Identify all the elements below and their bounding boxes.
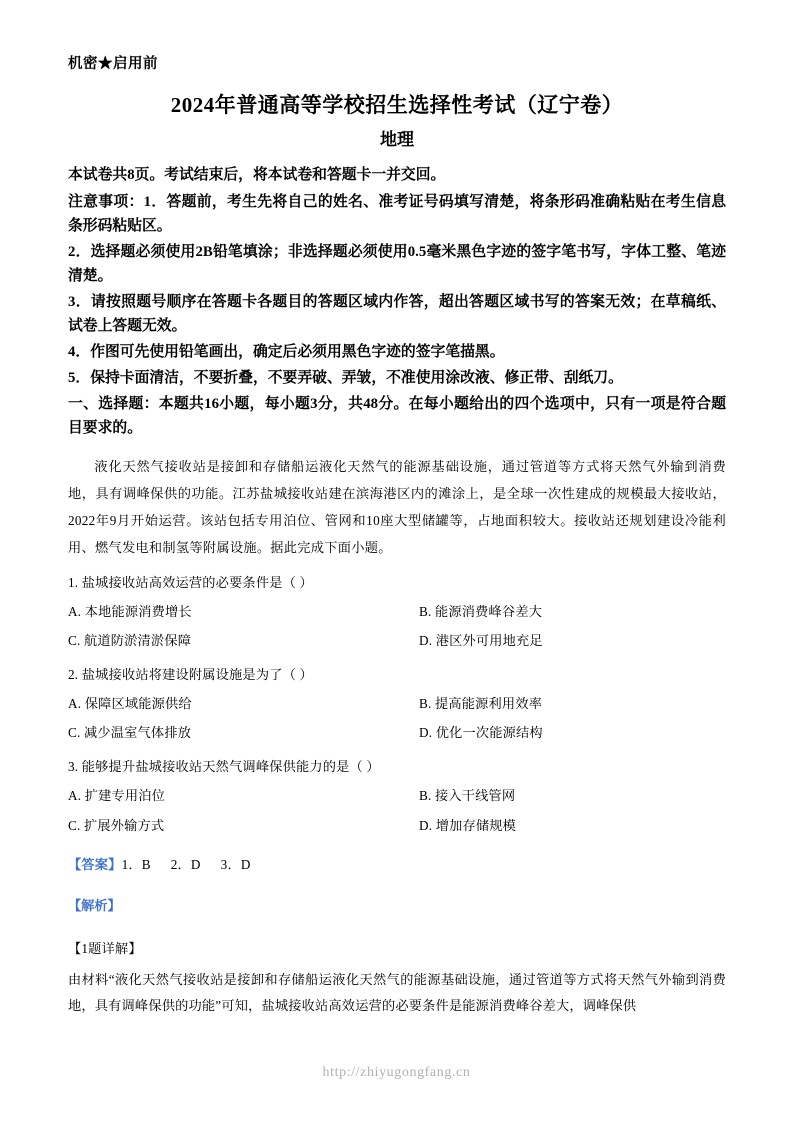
option-c[interactable]: C. 减少温室气体排放 <box>68 725 192 741</box>
option-b[interactable]: B. 提高能源利用效率 <box>419 696 543 712</box>
instruction-line-5: 4．作图可先使用铅笔画出，确定后必须用黑色字迹的签字笔描黑。 <box>68 343 505 360</box>
option-b[interactable]: B. 接入干线管网 <box>419 788 516 804</box>
question-stem: 1. 盐城接收站高效运营的必要条件是（ ） <box>68 574 313 590</box>
option-a[interactable]: A. 扩建专用泊位 <box>68 788 166 804</box>
option-row <box>68 691 726 716</box>
option-row <box>68 783 726 808</box>
instruction-line-2: 注意事项：1．答题前，考生先将自己的姓名、准考证号码填写清楚，将条形码准确粘贴在考生信息条形码粘贴区。 <box>68 193 726 234</box>
detail-title: 【1题详解】 <box>68 940 142 956</box>
option-d[interactable]: D. 优化一次能源结构 <box>419 725 543 741</box>
watermark: http://zhiyugongfang.cn <box>322 1065 471 1080</box>
option-a[interactable]: A. 保障区域能源供给 <box>68 696 192 712</box>
answer-items <box>122 852 271 877</box>
option-c[interactable]: C. 扩展外输方式 <box>68 817 165 833</box>
option-row <box>68 720 726 745</box>
option-d[interactable]: D. 港区外可用地充足 <box>419 633 543 649</box>
option-row <box>68 628 726 653</box>
question-stem: 2. 盐城接收站将建设附属设施是为了（ ） <box>68 667 313 683</box>
instruction-line-3: 2．选择题必须使用2B铅笔填涂；非选择题必须使用0.5毫米黑色字迹的签字笔书写，字体工整、笔迹清楚。 <box>68 243 726 284</box>
question-stem: 3. 能够提升盐城接收站天然气调峰保供能力的是（ ） <box>68 759 380 775</box>
option-d[interactable]: D. 增加存储规模 <box>419 817 517 833</box>
page-title: 2024年普通高等学校招生选择性考试（辽宁卷） <box>170 93 624 117</box>
instruction-line-6: 5．保持卡面清洁，不要折叠，不要弄破、弄皱，不准使用涂改液、修正带、刮纸刀。 <box>68 369 623 386</box>
passage-text: 液化天然气接收站是接卸和存储船运液化天然气的能源基础设施，通过管道等方式将天然气外输到消费地，具有调峰保供的功能。江苏盐城接收站建在滨海港区内的滩涂上，是全球一次性建成的规模最大接收站，2022年9月开始运营。该站包括专用泊位、管网和10座大型储罐等，占地面积较大。接收站还规划建设冷能利用、燃气发电和制氢等附属设施。据此完成下面小题。 <box>68 458 726 555</box>
analysis-line <box>68 893 726 918</box>
answer-label: 【答案】 <box>68 856 122 872</box>
answer-item-2: 2．D <box>170 856 201 872</box>
secret-mark: 机密★启用前 <box>68 56 158 72</box>
analysis-label: 【解析】 <box>68 897 121 913</box>
option-c[interactable]: C. 航道防淤清淤保障 <box>68 633 192 649</box>
instruction-line-1: 本试卷共8页。考试结束后，将本试卷和答题卡一并交回。 <box>68 167 446 183</box>
answer-item-3: 3．D <box>220 856 251 872</box>
answer-line <box>68 852 726 877</box>
section-heading: 一、选择题：本题共16小题，每小题3分，共48分。在每小题给出的四个选项中，只有一项是符合题目要求的。 <box>68 395 726 436</box>
option-a[interactable]: A. 本地能源消费增长 <box>68 603 192 619</box>
detail-text: 由材料“液化天然气接收站是接卸和存储船运液化天然气的能源基础设施，通过管道等方式将天然气外输到消费地，具有调峰保供的功能”可知，盐城接收站高效运营的必要条件是能源消费峰谷差大，调峰保供 <box>68 971 726 1014</box>
subject-title: 地理 <box>380 130 414 149</box>
answer-item-1: 1．B <box>121 856 151 872</box>
option-row <box>68 813 726 838</box>
instruction-line-4: 3．请按照题号顺序在答题卡各题目的答题区域内作答，超出答题区域书写的答案无效；在草稿纸、试卷上答题无效。 <box>68 293 726 334</box>
document-body <box>68 52 726 1020</box>
option-b[interactable]: B. 能源消费峰谷差大 <box>419 603 543 619</box>
option-row <box>68 599 726 624</box>
